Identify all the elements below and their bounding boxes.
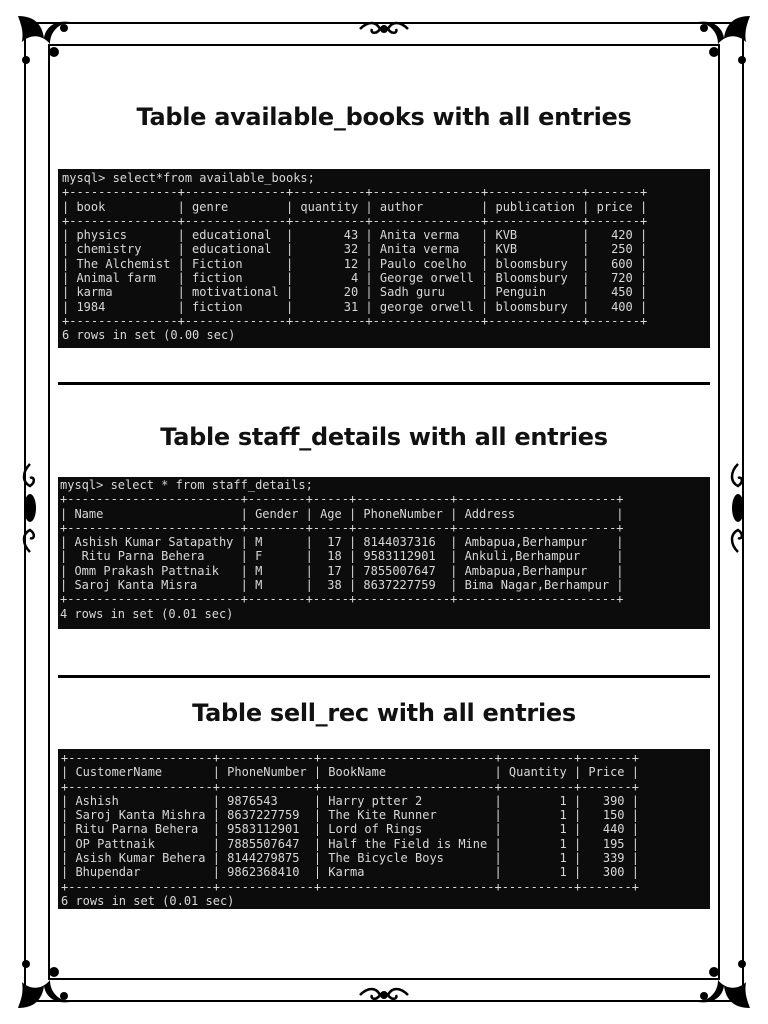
- section-heading: Table sell_rec with all entries: [192, 699, 576, 727]
- sql-result-text: +--------------------+-------------+------------------------+----------+-------+ | CustomerName | PhoneNumber | BookName | Quantity | Price | +--------------------+-------------+------------------------+----------+-------+ | Ashish | 9876543 | Harry ptter 2 | 1 | 390 | | Saroj Kanta Mishra | 8637227759 | The Kite Runner | 1 | 150 | | Ritu Parna Behera | 9583112901 | Lord of Rings | 1 | 440 | | OP Pattnaik | 7885507647 | Half the Field is Mine | 1 | 195 | | Asish Kumar Behera | 8144279875 | The Bicycle Boys | 1 | 339 | | Bhupendar | 9862368410 | Karma | 1 | 300 | +--------------------+-------------+------------------------+----------+-------+ 6 rows in set (0.01 sec): [61, 751, 639, 908]
- corner-flourish-icon: [690, 948, 754, 1012]
- section-divider: [58, 675, 710, 678]
- sql-result-text: mysql> select*from available_books; +---------------+--------------+----------+---------------+-------------+-------+ | book | genre | quantity | author | publication | price | +---------------+--------------+----------+---------------+-------------+-------+ | physics | educational | 43 | Anita verma | KVB | 420 | | chemistry | educational | 32 | Anita verma | KVB | 250 | | The Alchemist | Fiction | 12 | Paulo coelho | bloomsbury | 600 | | Animal farm | fiction | 4 | George orwell | Bloomsbury | 720 | | karma | motivational | 20 | Sadh guru | Penguin | 450 | | 1984 | fiction | 31 | george orwell | bloomsbury | 400 | +---------------+--------------+----------+---------------+-------------+-------+ 6 rows in set (0.00 sec): [62, 171, 648, 343]
- right-scroll-icon: [728, 462, 748, 554]
- top-scroll-icon: [358, 20, 410, 38]
- sql-result-text: mysql> select * from staff_details; +------------------------+--------+-----+-------------+----------------------+ | Name | Gender | Age | PhoneNumber | Address | +------------------------+--------+-----+-------------+----------------------+ | Ashish Kumar Satapathy | M | 17 | 8144037316 | Ambapua,Berhampur | | Ritu Parna Behera | F | 18 | 9583112901 | Ankuli,Berhampur | | Omm Prakash Pattnaik | M | 17 | 7855007647 | Ambapua,Berhampur | | Saroj Kanta Misra | M | 38 | 8637227759 | Bima Nagar,Berhampur | +------------------------+--------+-----+-------------+----------------------+ 4 rows in set (0.01 sec): [60, 478, 624, 621]
- left-scroll-icon: [20, 462, 40, 554]
- corner-flourish-icon: [690, 12, 754, 76]
- section-heading: Table staff_details with all entries: [160, 423, 608, 451]
- terminal-output: [58, 477, 710, 629]
- section-heading: Table available_books with all entries: [136, 103, 632, 131]
- section-divider: [58, 382, 710, 385]
- bottom-scroll-icon: [358, 986, 410, 1004]
- corner-flourish-icon: [14, 12, 78, 76]
- terminal-output: [58, 169, 710, 348]
- corner-flourish-icon: [14, 948, 78, 1012]
- terminal-output: [58, 749, 710, 909]
